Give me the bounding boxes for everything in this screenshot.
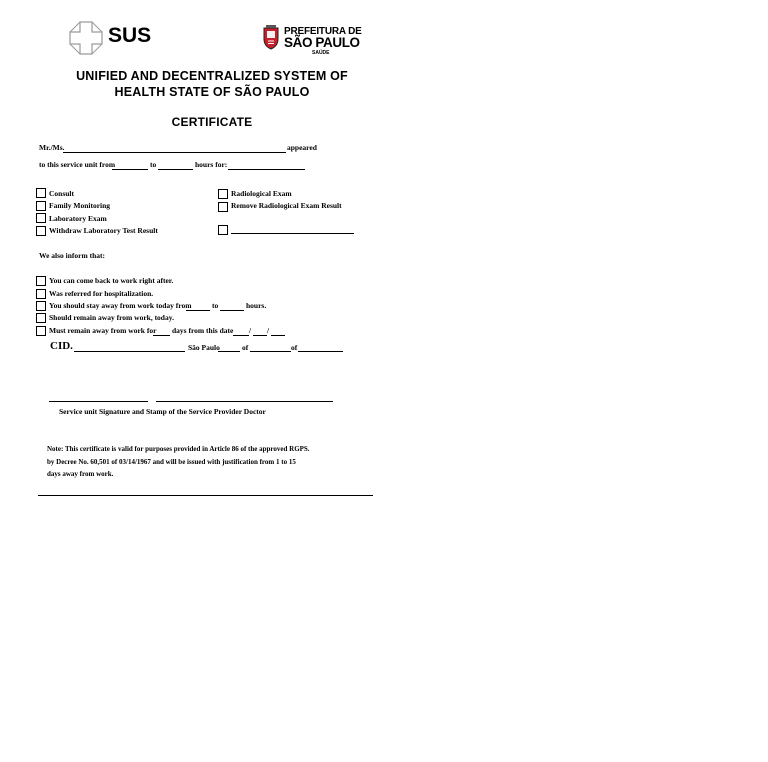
signature-line-doctor[interactable] <box>156 401 333 402</box>
cid-of-label-1: of <box>242 343 249 352</box>
prefeitura-crest-icon <box>261 24 281 50</box>
prefeitura-logo-line1: PREFEITURA DE <box>284 26 362 37</box>
checkbox-withdraw-lab-result[interactable] <box>36 226 46 236</box>
to-hour-blank[interactable] <box>158 169 193 170</box>
to-label: to <box>150 160 157 169</box>
checkbox-remove-radiological-result[interactable] <box>218 202 228 212</box>
checkbox-stay-away-today[interactable] <box>36 301 46 311</box>
hours-for-label: hours for: <box>195 160 228 169</box>
family-monitoring-label: Family Monitoring <box>49 201 111 210</box>
checkbox-family-monitoring[interactable] <box>36 201 46 211</box>
stay-to-blank[interactable] <box>220 310 244 311</box>
cid-year-blank[interactable] <box>298 351 343 352</box>
stay-from-blank[interactable] <box>186 310 210 311</box>
cid-of-label-2: of <box>291 343 298 352</box>
date-year-blank[interactable] <box>271 335 285 336</box>
consult-label: Consult <box>49 189 75 198</box>
cid-blank[interactable] <box>74 351 185 352</box>
note-line3: days away from work. <box>47 470 114 478</box>
days-from-date-label: days from this date <box>172 326 234 335</box>
cid-month-blank[interactable] <box>250 351 291 352</box>
from-hour-blank[interactable] <box>112 169 148 170</box>
checkbox-must-remain-away[interactable] <box>36 326 46 336</box>
note-line1: Note: This certificate is valid for purposes provided in Article 86 of the approved RGPS. <box>47 445 310 453</box>
sao-paulo-label: São Paulo <box>188 343 220 352</box>
checkbox-consult[interactable] <box>36 188 46 198</box>
stay-away-label: You should stay away from work today from <box>49 301 192 310</box>
laboratory-exam-label: Laboratory Exam <box>49 214 107 223</box>
title-line2: HEALTH STATE OF SÃO PAULO <box>114 85 310 99</box>
checkbox-laboratory-exam[interactable] <box>36 213 46 223</box>
inform-heading: We also inform that: <box>39 251 106 260</box>
bottom-divider <box>38 495 373 496</box>
must-remain-label: Must remain away from work for <box>49 326 157 335</box>
cid-label: CID. <box>50 340 73 352</box>
prefeitura-logo-line3: SAÚDE <box>312 50 330 56</box>
remain-away-label: Should remain away from work, today. <box>49 313 174 322</box>
checkbox-remain-away-today[interactable] <box>36 313 46 323</box>
cid-day-blank[interactable] <box>218 351 240 352</box>
other-blank-line[interactable] <box>231 233 354 234</box>
hours-for-blank[interactable] <box>228 169 305 170</box>
signature-caption: Service unit Signature and Stamp of the Service Provider Doctor <box>59 407 266 416</box>
hospitalization-label: Was referred for hospitalization. <box>49 289 154 298</box>
withdraw-lab-result-label: Withdraw Laboratory Test Result <box>49 226 158 235</box>
radiological-exam-label: Radiological Exam <box>231 189 292 198</box>
checkbox-radiological-exam[interactable] <box>218 189 228 199</box>
sus-logo-icon <box>68 20 104 56</box>
stay-hours-label: hours. <box>246 301 267 310</box>
mr-ms-label: Mr./Ms. <box>39 143 65 152</box>
prefeitura-logo-line2: SÃO PAULO <box>284 35 360 50</box>
certificate-title: CERTIFICATE <box>171 115 253 129</box>
days-blank[interactable] <box>153 335 170 336</box>
signature-line-unit[interactable] <box>49 401 148 402</box>
remove-radiological-result-label: Remove Radiological Exam Result <box>231 201 342 210</box>
date-slash-2: / <box>267 326 270 335</box>
title-line1: UNIFIED AND DECENTRALIZED SYSTEM OF <box>76 69 348 83</box>
sus-logo-text: SUS <box>108 24 152 47</box>
checkbox-hospitalization[interactable] <box>36 289 46 299</box>
checkbox-come-back[interactable] <box>36 276 46 286</box>
appeared-label: appeared <box>287 143 317 152</box>
note-line2: by Decree No. 60,501 of 03/14/1967 and will be issued with justification from 1 to 15 <box>47 458 296 466</box>
date-month-blank[interactable] <box>253 335 267 336</box>
stay-to-label: to <box>212 301 219 310</box>
name-blank-line[interactable] <box>63 152 286 153</box>
come-back-label: You can come back to work right after. <box>49 276 174 285</box>
date-slash-1: / <box>249 326 252 335</box>
unit-from-label: to this service unit from <box>39 160 116 169</box>
date-day-blank[interactable] <box>233 335 249 336</box>
checkbox-other[interactable] <box>218 225 228 235</box>
